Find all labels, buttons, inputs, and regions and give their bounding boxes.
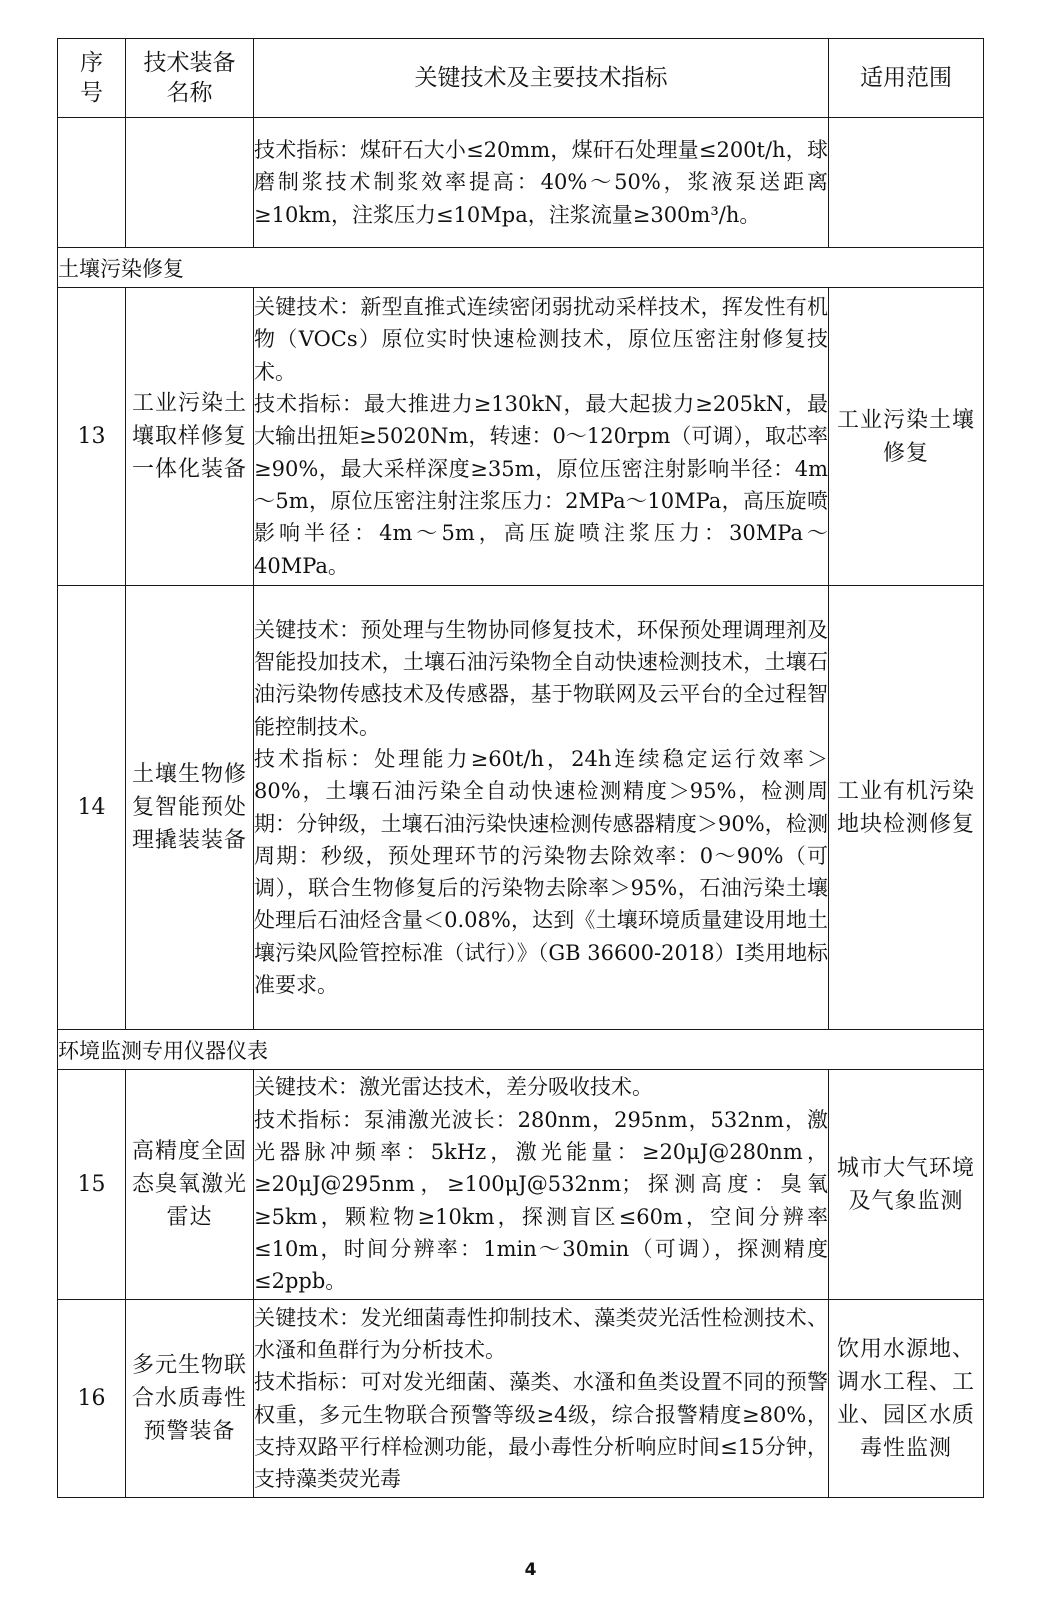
cell-detail [254,118,829,248]
header-scope: 适用范围 [829,39,984,118]
key-tech-text: 关键技术：预处理与生物协同修复技术，环保预处理调理剂及智能投加技术，土壤石油污染物全自动快速检测技术，土壤石油污染物传感技术及传感器，基于物联网及云平台的全过程智能控制技术。 [254,617,828,739]
section-row-monitoring [58,1030,984,1070]
cell-scope: 饮用水源地、调水工程、工业、园区水质毒性监测 [829,1300,984,1498]
table-row [58,1300,984,1498]
tech-spec-text: 技术指标：处理能力≥60t/h，24h连续稳定运行效率＞80%，土壤石油污染全自动快速检测精度＞95%，检测周期：分钟级，土壤石油污染快速检测传感器精度＞90%，检测周期：秒级，预处理环节的污染物去除效率：0～90%（可调），联合生物修复后的污染物去除率＞95%，石油污染土壤处理后石油烃含量＜0.08%，达到《土壤环境质量建设用地土壤污染风险管控标准（试行）》（GB 36600-2018）I类用地标准要求。 [254,746,828,997]
table-row [58,1070,984,1300]
cell-detail [254,288,829,586]
cell-name [126,118,254,248]
cell-scope: 城市大气环境及气象监测 [829,1070,984,1300]
cell-name: 高精度全固态臭氧激光雷达 [126,1070,254,1300]
cell-num: 16 [58,1300,126,1498]
cell-scope [829,118,984,248]
key-tech-text: 关键技术：新型直推式连续密闭弱扰动采样技术，挥发性有机物（VOCs）原位实时快速检测技术，原位压密注射修复技术。 [254,295,828,384]
section-title: 土壤污染修复 [58,248,984,288]
key-tech-text: 关键技术：发光细菌毒性抑制技术、藻类荧光活性检测技术、水溞和鱼群行为分析技术。 [254,1305,828,1362]
header-tech: 关键技术及主要技术指标 [254,39,829,118]
cell-detail [254,586,829,1030]
cell-scope: 工业污染土壤修复 [829,288,984,586]
key-tech-text: 关键技术：激光雷达技术，差分吸收技术。 [254,1075,653,1100]
cell-name: 多元生物联合水质毒性预警装备 [126,1300,254,1498]
cell-num [58,118,126,248]
table-row [58,288,984,586]
equipment-table [57,38,984,1498]
tech-spec-text: 技术指标：泵浦激光波长：280nm，295nm，532nm，激光器脉冲频率：5kHz，激光能量：≥20μJ@280nm，≥20μJ@295nm，≥100μJ@532nm；探测高度：臭氧≥5km，颗粒物≥10km，探测盲区≤60m，空间分辨率≤10m，时间分辨率：1min～30min（可调），探测精度≤2ppb。 [254,1107,828,1294]
tech-spec-text: 技术指标：最大推进力≥130kN，最大起拔力≥205kN，最大输出扭矩≥5020Nm，转速：0～120rpm（可调），取芯率≥90%，最大采样深度≥35m，原位压密注射影响半径：4m～5m，原位压密注射注浆压力：2MPa～10MPa，高压旋喷影响半径：4m～5m，高压旋喷注浆压力：30MPa～40MPa。 [254,392,828,578]
cell-name: 土壤生物修复智能预处理撬装装备 [126,586,254,1030]
tech-spec-text: 技术指标：可对发光细菌、藻类、水溞和鱼类设置不同的预警权重，多元生物联合预警等级≥4级，综合报警精度≥80%，支持双路平行样检测功能，最小毒性分析响应时间≤15分钟，支持藻类荧光毒 [254,1370,828,1492]
table-row [58,586,984,1030]
header-seq: 序 号 [58,39,126,118]
table-header-row [58,39,984,118]
section-row-soil [58,248,984,288]
section-title: 环境监测专用仪器仪表 [58,1030,984,1070]
cell-name: 工业污染土壤取样修复一体化装备 [126,288,254,586]
cell-detail [254,1070,829,1300]
header-name: 技术装备 名称 [126,39,254,118]
document-page [57,38,983,1498]
table-row-continuation [58,118,984,248]
cell-scope: 工业有机污染地块检测修复 [829,586,984,1030]
cell-num: 13 [58,288,126,586]
cell-num: 14 [58,586,126,1030]
page-number: 4 [524,1560,537,1580]
cell-detail [254,1300,829,1498]
detail-line: 技术指标：煤矸石大小≤20mm，煤矸石处理量≤200t/h，球磨制浆技术制浆效率提高：40%～50%，浆液泵送距离≥10km，注浆压力≤10Mpa，注浆流量≥300m³/h。 [254,138,828,227]
cell-num: 15 [58,1070,126,1300]
